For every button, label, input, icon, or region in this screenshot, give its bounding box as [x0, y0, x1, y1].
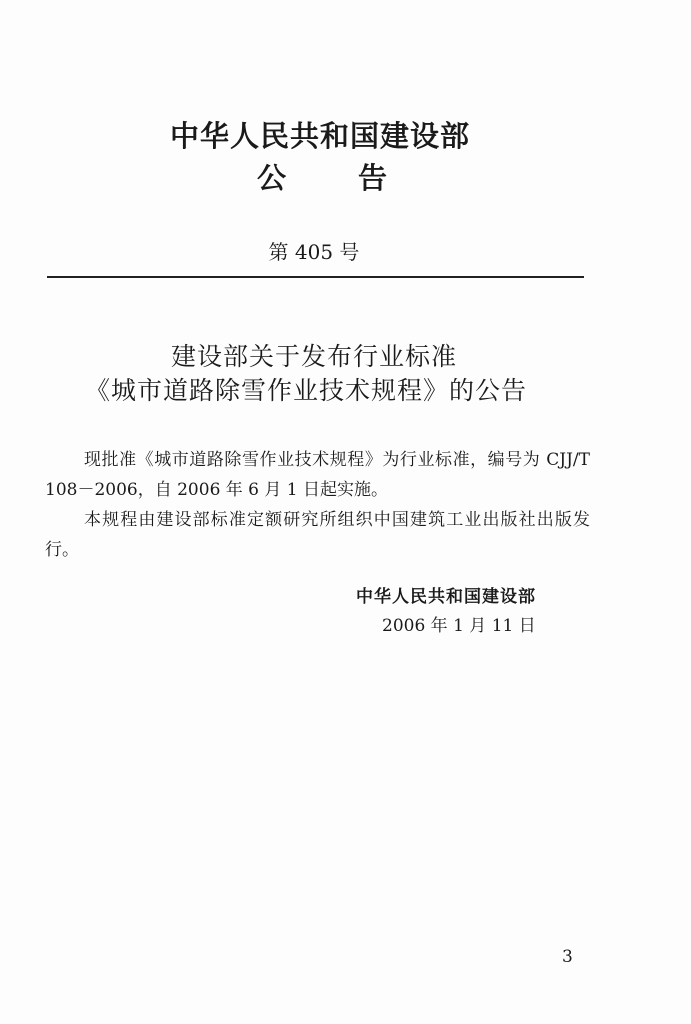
body-paragraph-publication: 本规程由建设部标准定额研究所组织中国建筑工业出版社出版发行。 — [45, 510, 590, 560]
announcement-number: 第 405 号 — [268, 240, 360, 264]
signature-organization: 中华人民共和国建设部 — [356, 587, 536, 607]
header-divider — [47, 276, 584, 278]
notice-heading — [257, 160, 387, 196]
page-number: 3 — [562, 947, 573, 967]
announcement-title-line-2: 《城市道路除雪作业技术规程》的公告 — [84, 376, 527, 405]
body-paragraph-approval: 现批准《城市道路除雪作业技术规程》为行业标准，编号为 CJJ/T 108－2006，自 2006 年 6 月 1 日起实施。 — [45, 450, 590, 500]
notice-heading-char-1: 公 — [257, 161, 287, 195]
announcement-title-line-1: 建设部关于发布行业标准 — [170, 342, 457, 371]
notice-heading-char-2: 告 — [357, 161, 387, 195]
issuing-authority-heading: 中华人民共和国建设部 — [169, 119, 470, 153]
signature-date: 2006 年 1 月 11 日 — [382, 616, 536, 636]
